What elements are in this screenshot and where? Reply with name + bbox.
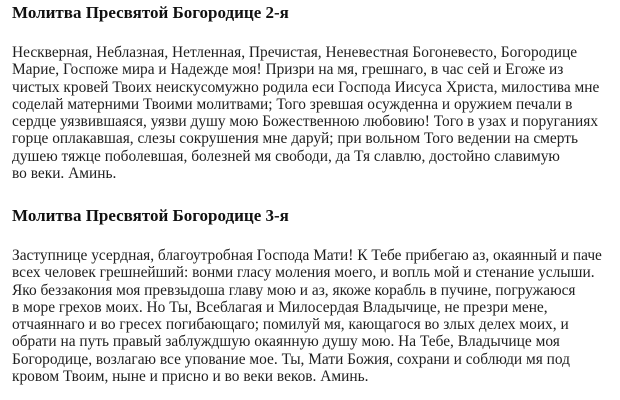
text-line: всех человек грешнейший: вонми гласу моления моего, и вопль мой и стенание услыши. <box>12 264 595 282</box>
text-line: отчаяннаго и во гресех погибающаго; помилуй мя, кающагося во злых делех моих, и <box>12 316 569 334</box>
prayer-3-title: Молитва Пресвятой Богородице 3-я <box>12 206 289 225</box>
text-line: Богородице, возлагаю все упование мое. Ты, Мати Божия, сохрани и соблюди мя под <box>12 350 570 368</box>
text-line: обрати на путь правый заблуждшую окаянную душу мою. На Тебе, Владычице моя <box>12 333 560 351</box>
text-line: Нескверная, Неблазная, Нетленная, Пречистая, Неневестная Богоневесто, Богородице <box>12 44 578 61</box>
text-line: в море грехов моих. Но Ты, Всеблагая и Милосердая Владычице, не презри мене, <box>12 298 548 316</box>
text-line: Заступнице усердная, благоутробная Господа Мати! К Тебе прибегаю аз, окаянный и паче <box>12 247 602 264</box>
text-line: чистых кровей Твоих неискусомужно родила еси Господа Иисуса Христа, милостива мне <box>12 78 600 96</box>
text-line: во веки. Аминь. <box>12 165 117 183</box>
text-line: соделай матерними Твоими молитвами; Того зревшая осужденна и оружием печали в <box>12 95 573 113</box>
text-line: Яко беззакония моя превзыдоша главу мою и аз, якоже корабль в пучине, погружаюся <box>12 281 576 299</box>
prayer-2-title: Молитва Пресвятой Богородице 2-я <box>12 3 289 22</box>
text-line: душею тяжце поболевшая, болезней мя свободи, да Тя славлю, достойно славимую <box>12 147 560 165</box>
prayer-3-text <box>12 247 612 385</box>
prayer-2-text <box>12 44 612 182</box>
text-line: сердце уязвившаяся, уязви душу мою Божественною любовию! Того в узах и поруганиях <box>12 113 599 131</box>
text-line: кровом Твоим, ныне и присно и во веки веков. Аминь. <box>12 368 369 386</box>
text-line: Марие, Госпоже мира и Надежде моя! Призри на мя, грешнаго, в час сей и Егоже из <box>12 61 564 79</box>
text-line: горце оплакавшая, слезы сокрушения мне даруй; при вольном Того ведении на смерть <box>12 130 578 148</box>
